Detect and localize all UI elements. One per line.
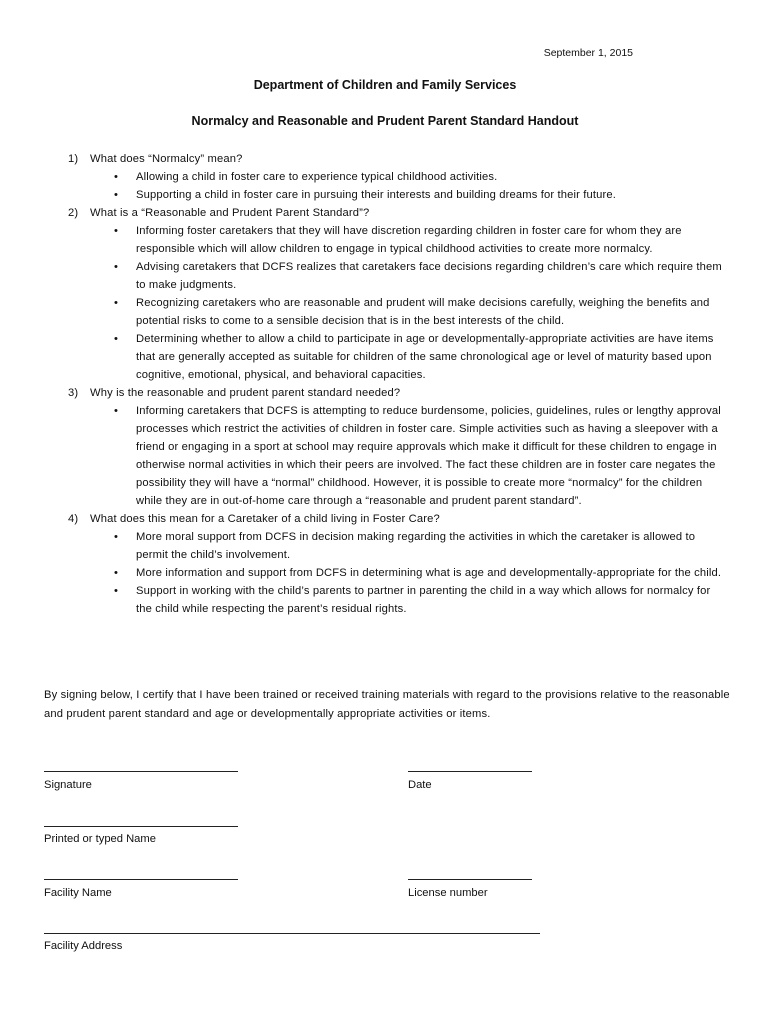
facility-address-line[interactable] (44, 933, 540, 934)
date-line[interactable] (408, 771, 532, 772)
handout-title: Normalcy and Reasonable and Prudent Parent Standard Handout (191, 114, 579, 128)
question-4 (0, 510, 770, 528)
signature-line[interactable] (44, 771, 238, 772)
question-number: 4) (68, 513, 79, 525)
bullet-icon: • (114, 189, 119, 201)
question-2 (0, 204, 770, 222)
bullet-item: • Supporting a child in foster care in pursuing their interests and building dreams for their future. (0, 186, 770, 204)
bullet-item: • Recognizing caretakers who are reasonable and prudent will make decisions carefully, weighing the benefits and potential risks to come to a sensible decision that is in the best interests of the child. (0, 294, 770, 330)
bullet-icon: • (114, 171, 119, 183)
question-list (0, 150, 770, 618)
bullet-item: • Informing caretakers that DCFS is attempting to reduce burdensome, policies, guidelines, rules or lengthy approval processes which restrict the activities of children in foster care. Simple activities such as having a sleepover with a friend or engaging in a sport at school may require approvals which make it difficult for these children to engage in otherwise normal activities in which their peers are involved. The fact these children are in foster care negates the possibility they will have a “normal” childhood. However, it is possible to create more “normalcy” for the children while they are in out-of-home care through a “reasonable and prudent parent standard”. (0, 402, 770, 510)
bullet-icon: • (114, 225, 119, 237)
bullet-item: • Informing foster caretakers that they will have discretion regarding children in foster care for whom they are responsible which will allow children to engage in typical childhood activities to create more normalcy. (0, 222, 770, 258)
signature-label: Signature (44, 779, 92, 791)
license-number-line[interactable] (408, 879, 532, 880)
bullet-icon: • (114, 297, 119, 309)
certification-statement: By signing below, I certify that I have been trained or received training materials with regard to the provisions relative to the reasonable and prudent parent standard and age or developmentally appropriate activities or items. (44, 689, 730, 720)
bullet-item: • More moral support from DCFS in decision making regarding the activities in which the caretaker is allowed to permit the child’s involvement. (0, 528, 770, 564)
bullet-item: • Support in working with the child’s parents to partner in parenting the child in a way which allows for normalcy for the child while respecting the parent’s residual rights. (0, 582, 770, 618)
question-1 (0, 150, 770, 168)
facility-name-line[interactable] (44, 879, 238, 880)
facility-name-label: Facility Name (44, 887, 112, 899)
department-title: Department of Children and Family Services (253, 78, 517, 92)
bullet-icon: • (114, 405, 119, 417)
question-text: Why is the reasonable and prudent parent standard needed? (90, 387, 401, 399)
bullet-item: • Allowing a child in foster care to experience typical childhood activities. (0, 168, 770, 186)
bullet-item: • Determining whether to allow a child to participate in age or developmentally-appropriate activities are have items that are generally accepted as suitable for children of the same chronological age or level of maturity based upon cognitive, emotional, physical, and behavioral capacities. (0, 330, 770, 384)
date-label: Date (408, 779, 432, 791)
bullet-icon: • (114, 531, 119, 543)
question-number: 2) (68, 207, 79, 219)
license-number-label: License number (408, 887, 488, 899)
question-number: 3) (68, 387, 79, 399)
bullet-icon: • (114, 567, 119, 579)
question-text: What is a “Reasonable and Prudent Parent Standard”? (90, 207, 370, 219)
printed-name-label: Printed or typed Name (44, 833, 156, 845)
question-text: What does this mean for a Caretaker of a child living in Foster Care? (90, 513, 440, 525)
bullet-icon: • (114, 585, 119, 597)
printed-name-line[interactable] (44, 826, 238, 827)
question-3 (0, 384, 770, 402)
bullet-item: • More information and support from DCFS in determining what is age and developmentally-appropriate for the child. (0, 564, 770, 582)
document-date: September 1, 2015 (543, 47, 633, 59)
bullet-item: • Advising caretakers that DCFS realizes that caretakers face decisions regarding children’s care which require them to make judgments. (0, 258, 770, 294)
bullet-icon: • (114, 333, 119, 345)
question-text: What does “Normalcy” mean? (90, 153, 243, 165)
bullet-icon: • (114, 261, 119, 273)
facility-address-label: Facility Address (44, 940, 123, 952)
question-number: 1) (68, 153, 79, 165)
